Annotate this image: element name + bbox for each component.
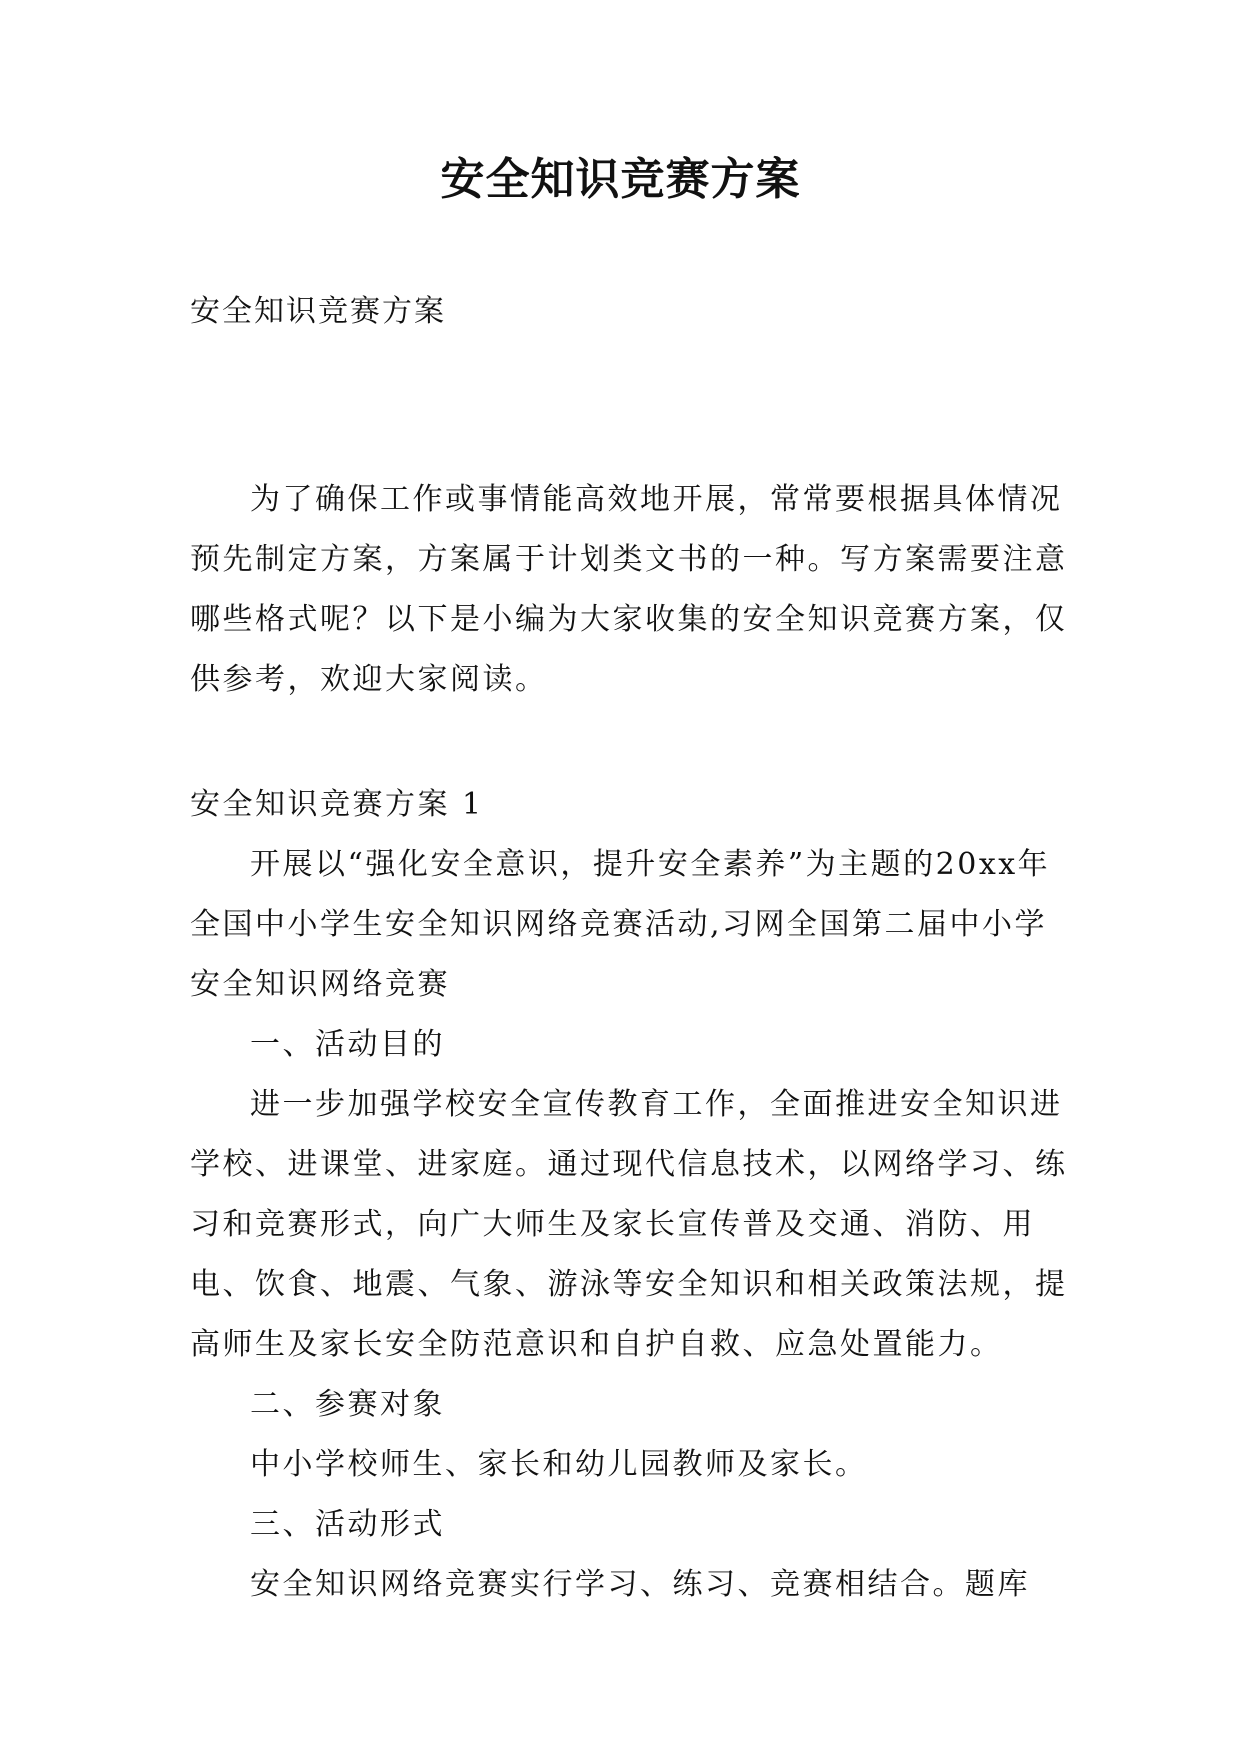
section-heading: 安全知识竞赛方案 1: [190, 787, 484, 822]
document-body: [190, 470, 1070, 1615]
intro-paragraph: 为了确保工作或事情能高效地开展，常常要根据具体情况预先制定方案，方案属于计划类文书的一种。写方案需要注意哪些格式呢？以下是小编为大家收集的安全知识竞赛方案，仅供参考，欢迎大家阅读。: [190, 482, 1068, 697]
document-subtitle: 安全知识竞赛方案: [190, 294, 446, 329]
heading-form: 三、活动形式: [250, 1507, 445, 1542]
document-title: 安全知识竞赛方案: [440, 154, 801, 205]
form-paragraph: 安全知识网络竞赛实行学习、练习、竞赛相结合。题库: [250, 1567, 1030, 1602]
participants-paragraph: 中小学校师生、家长和幼儿园教师及家长。: [250, 1447, 868, 1482]
purpose-paragraph: 进一步加强学校安全宣传教育工作，全面推进安全知识进学校、进课堂、进家庭。通过现代信息技术，以网络学习、练习和竞赛形式，向广大师生及家长宣传普及交通、消防、用电、饮食、地震、气象、游泳等安全知识和相关政策法规，提高师生及家长安全防范意识和自护自救、应急处置能力。: [190, 1087, 1068, 1362]
heading-participants: 二、参赛对象: [250, 1387, 445, 1422]
theme-paragraph: 开展以“强化安全意识，提升安全素养”为主题的20xx年全国中小学生安全知识网络竞赛活动,习网全国第二届中小学安全知识网络竞赛: [190, 847, 1051, 1002]
heading-purpose: 一、活动目的: [250, 1027, 445, 1062]
